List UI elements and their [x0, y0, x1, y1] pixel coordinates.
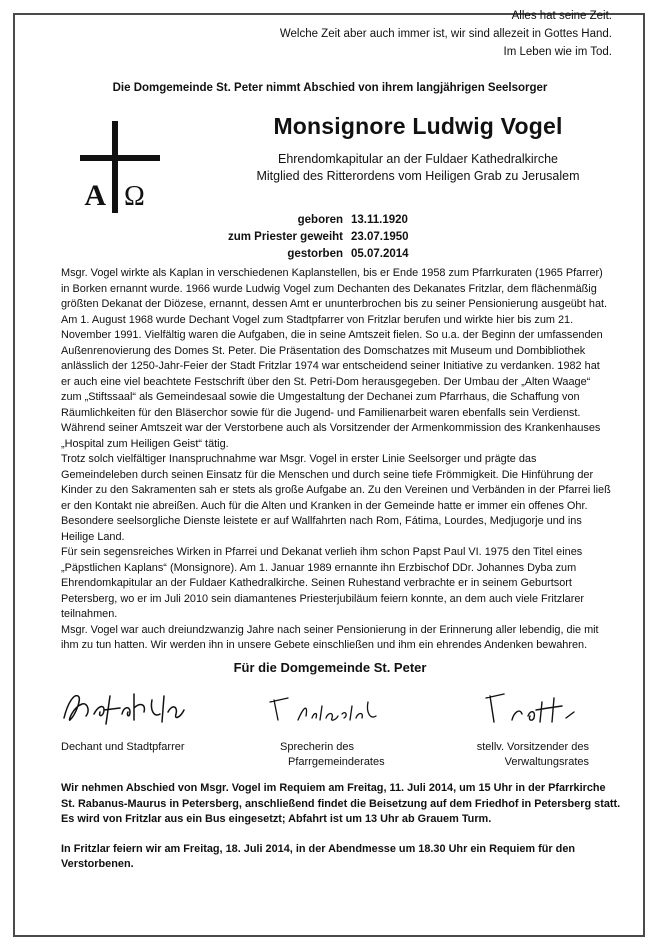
biography	[61, 266, 611, 654]
omega-glyph: Ω	[124, 181, 145, 212]
date-label: geboren	[297, 214, 343, 226]
biography-paragraph: Msgr. Vogel wirkte als Kaplan in verschiedenen Kaplanstellen, bis er Ende 1958 zum Pfarrkuraten (1965 Pfarrer) in Borken ernannt wurde. 1966 wurde Ludwig Vogel zum Dechanten des Dekanates Fritzlar, dem flächenmäßig größten Dekanat der Diözese, ernannt, dessen Amt er ununterbrochen bis zu seiner Pensionierung ausgeübt hat.	[61, 267, 608, 310]
date-row-born	[0, 212, 660, 229]
honorary-title: Ehrendomkapitular an der Fuldaer Kathedralkirche	[277, 152, 559, 166]
signatory-right-role	[476, 740, 589, 770]
fritzlar-requiem-announcement: In Fritzlar feiern wir am Freitag, 18. Juli 2014, in der Abendmesse um 18.30 Uhr ein Requiem für den Verstorbenen.	[61, 842, 576, 870]
motto	[280, 7, 612, 61]
signatory-heading: Für die Domgemeinde St. Peter	[233, 660, 427, 675]
motto-line: Im Leben wie im Tod.	[503, 46, 612, 58]
signatory-role-line: Sprecherin des	[280, 741, 354, 753]
requiem-announcement: Wir nehmen Abschied von Msgr. Vogel im Requiem am Freitag, 11. Juli 2014, um 15 Uhr in der Pfarrkirche St. Rabanus-Maurus in Petersberg, anschließend findet die Beisetzung auf dem Friedhof in Petersberg statt.	[61, 782, 621, 810]
signature-middle	[268, 692, 388, 728]
signatory-role-line: Verwaltungsrates	[504, 756, 589, 768]
date-value: 23.07.1950	[351, 231, 409, 243]
bus-announcement: Es wird von Fritzlar aus ein Bus eingesetzt; Abfahrt ist um 13 Uhr ab Grauem Turm.	[61, 813, 492, 825]
date-value: 13.11.1920	[351, 214, 408, 226]
motto-line: Alles hat seine Zeit.	[511, 10, 612, 22]
biography-paragraph: Trotz solch vielfältiger Inanspruchnahme war Msgr. Vogel in erster Linie Seelsorger und prägte das Gemeindeleben durch seinen Einsatz für die Menschen und durch seine tiefe Frömmigkeit. Die Hinführung der Kinder zu den Sakramenten sah er stets als große Aufgabe an. Zu den Vereinen und Verbänden in der Pfarrei ließ er den Kontakt nie abreißen. Auch für die Alten und Kranken in der Gemeinde hatte er immer ein offenes Ohr. Besondere seelsorgliche Dienste leistete er auf Wallfahrten nach Rom, Fátima, Lourdes, Medjugorje und ins Heilige Land.	[61, 453, 611, 543]
signatory-role-line: Pfarrgemeinderates	[288, 756, 385, 768]
signatory-middle-role	[280, 740, 385, 770]
funeral-notice	[61, 781, 621, 873]
headline: Die Domgemeinde St. Peter nimmt Abschied von ihrem langjährigen Seelsorger	[112, 82, 548, 94]
signature-right	[482, 690, 582, 728]
deceased-name: Monsignore Ludwig Vogel	[273, 113, 563, 139]
signature-left	[60, 684, 190, 730]
life-dates	[0, 212, 660, 263]
date-value: 05.07.2014	[351, 248, 409, 260]
biography-paragraph: Am 1. August 1968 wurde Dechant Vogel zum Stadtpfarrer von Fritzlar berufen und wirkte hier bis zum 21. November 1991. Vielfältig waren die Aufgaben, die in seine Amtszeit fielen. So u.a. der Beginn der umfassenden Außenrenovierung des Domes St. Peter. Die Präsentation des Domschatzes mit Museum und Dombibliothek anlässlich der 1250-Jahr-Feier der Stadt Fritzlar 1974 war entscheidend seiner Initiative zu verdanken. 1982 hat er auch eine viel beachtete Festschrift über den St. Petri-Dom herausgegeben. Der Umbau der „Alten Waage“ zum „Stiftssaal“ als Gemeindesaal sowie die Umgestaltung der Dechanei zum Pfarrhaus, die Schaffung von Räumlichkeiten für den Bläserchor sowie für die Jugend- und Familienarbeit waren ebenfalls sein Verdienst. Während seiner Amtszeit war der Verstorbene auch als Vorsitzender der Armenkommission des Krankenhauses „Hospital zum Heiligen Geist“ tätig.	[61, 313, 603, 450]
biography-paragraph: Msgr. Vogel war auch dreiundzwanzig Jahre nach seiner Pensionierung in der Erinnerung aller lebendig, die mit ihm zu tun hatten. Wir werden ihn in unsere Gebete einschließen und ihm ein ehrendes Andenken bewahren.	[61, 623, 599, 651]
motto-line: Welche Zeit aber auch immer ist, wir sind allezeit in Gottes Hand.	[279, 28, 612, 40]
date-row-ordained	[0, 229, 660, 246]
deceased-titles	[176, 151, 660, 185]
signatory-role-line: Dechant und Stadtpfarrer	[61, 741, 185, 753]
order-membership: Mitglied des Ritterordens vom Heiligen Grab zu Jerusalem	[256, 169, 580, 183]
date-label: zum Priester geweiht	[227, 231, 343, 243]
signatory-role-line: stellv. Vorsitzender des	[476, 741, 589, 753]
alpha-glyph: A	[84, 179, 106, 212]
date-label: gestorben	[287, 248, 343, 260]
date-row-died	[0, 246, 660, 263]
signatory-left-role	[61, 740, 185, 755]
biography-paragraph: Für sein segensreiches Wirken in Pfarrei und Dekanat verlieh ihm schon Papst Paul VI. 1975 den Titel eines „Päpstlichen Kaplans“ (Monsignore). Am 1. Januar 1989 ernannte ihn Erzbischof DDr. Johannes Dyba zum Ehrendomkapitular an der Fuldaer Kathedralkirche. Seinen Ruhestand verbrachte er in seinem Geburtsort Petersberg, wo er im Juli 2010 sein diamantenes Priesterjubiläum feiern konnte, an dem auch viele Fritzlarer teilnahmen.	[61, 546, 585, 620]
